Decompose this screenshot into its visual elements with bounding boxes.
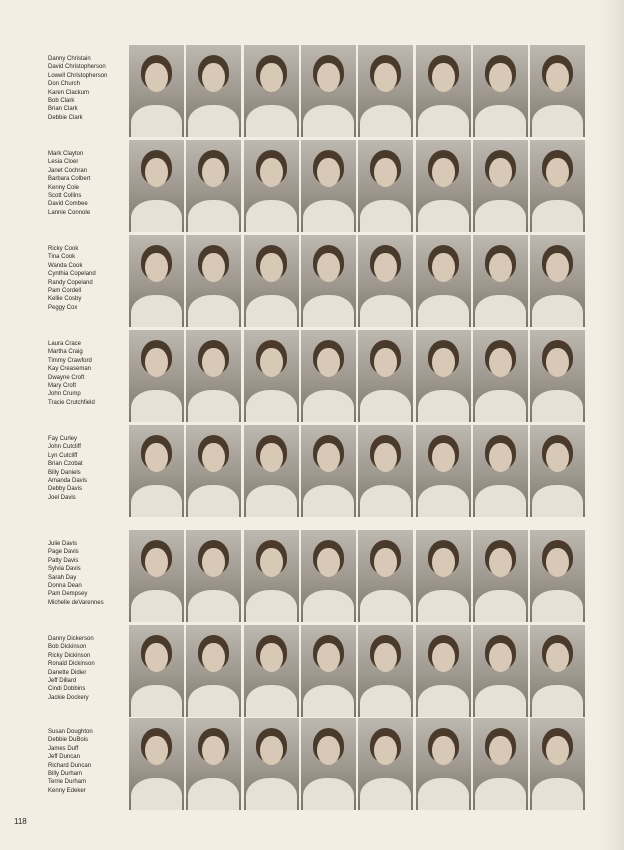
- name-list: [48, 635, 126, 702]
- student-name: Fay Curley: [48, 436, 78, 442]
- student-name: David Combee: [48, 201, 88, 208]
- name-list: [48, 55, 126, 122]
- student-portrait: [473, 330, 528, 422]
- student-portrait: [473, 45, 528, 137]
- portrait-face: [317, 253, 340, 282]
- portrait-face: [546, 643, 569, 672]
- student-name: Cynthia Copeland: [48, 271, 96, 278]
- portrait-body: [188, 295, 239, 327]
- student-portrait: [186, 530, 241, 622]
- student-portrait: [301, 45, 356, 137]
- portrait-body: [188, 200, 239, 232]
- portrait-face: [489, 158, 512, 187]
- student-name: Terrie Durham: [48, 779, 87, 786]
- portrait-body: [418, 105, 469, 137]
- portrait-face: [489, 348, 512, 377]
- student-portrait: [473, 530, 528, 622]
- student-portrait: [473, 625, 528, 717]
- photo-strip: [129, 235, 585, 327]
- portrait-body: [475, 685, 526, 717]
- portrait-face: [260, 548, 283, 577]
- portrait-face: [202, 736, 225, 765]
- student-name: Donna Dean: [48, 583, 82, 590]
- portrait-body: [303, 295, 354, 327]
- name-list: [48, 150, 126, 217]
- student-portrait: [301, 140, 356, 232]
- student-portrait: [129, 45, 184, 137]
- portrait-body: [532, 390, 583, 422]
- portrait-body: [532, 485, 583, 517]
- portrait-body: [360, 390, 411, 422]
- student-name: Julie Davis: [48, 541, 78, 547]
- portrait-face: [546, 348, 569, 377]
- student-name: Sylvia Davis: [48, 566, 81, 573]
- portrait-body: [418, 390, 469, 422]
- portrait-body: [475, 200, 526, 232]
- student-portrait: [186, 45, 241, 137]
- photo-strip: [129, 425, 585, 517]
- student-portrait: [416, 718, 471, 810]
- photo-strip: [129, 140, 585, 232]
- portrait-face: [489, 253, 512, 282]
- student-portrait: [416, 425, 471, 517]
- portrait-body: [246, 390, 297, 422]
- portrait-face: [260, 443, 283, 472]
- portrait-face: [202, 63, 225, 92]
- student-name: Debbie DuBois: [48, 737, 89, 744]
- portrait-body: [188, 105, 239, 137]
- photo-strip: [129, 45, 585, 137]
- portrait-body: [532, 685, 583, 717]
- page-number: 118: [14, 817, 27, 826]
- student-portrait: [301, 718, 356, 810]
- student-name: Danny Christain: [48, 56, 91, 62]
- portrait-face: [374, 348, 397, 377]
- student-name: Lannie Connole: [48, 209, 91, 216]
- portrait-body: [246, 200, 297, 232]
- portrait-face: [546, 443, 569, 472]
- student-portrait: [473, 425, 528, 517]
- portrait-body: [188, 485, 239, 517]
- portrait-body: [532, 778, 583, 810]
- student-portrait: [301, 330, 356, 422]
- student-name: Lesia Cloer: [48, 159, 79, 166]
- portrait-body: [303, 200, 354, 232]
- portrait-body: [475, 390, 526, 422]
- student-portrait: [301, 235, 356, 327]
- portrait-body: [303, 485, 354, 517]
- portrait-face: [260, 348, 283, 377]
- portrait-face: [317, 443, 340, 472]
- portrait-body: [418, 590, 469, 622]
- student-portrait: [244, 45, 299, 137]
- portrait-face: [145, 548, 168, 577]
- student-name: Lyn Cutcliff: [48, 452, 78, 459]
- portrait-body: [303, 685, 354, 717]
- student-portrait: [358, 425, 413, 517]
- student-portrait: [244, 235, 299, 327]
- student-name: Danny Dickerson: [48, 636, 94, 642]
- student-portrait: [473, 140, 528, 232]
- portrait-face: [546, 736, 569, 765]
- portrait-face: [145, 348, 168, 377]
- student-portrait: [186, 718, 241, 810]
- portrait-face: [489, 548, 512, 577]
- portrait-face: [432, 443, 455, 472]
- photo-strip: [129, 718, 585, 810]
- portrait-row: [0, 530, 624, 622]
- portrait-face: [374, 443, 397, 472]
- student-name: Barbara Colbert: [48, 176, 91, 183]
- student-portrait: [473, 235, 528, 327]
- student-portrait: [358, 235, 413, 327]
- portrait-face: [145, 443, 168, 472]
- portrait-body: [475, 295, 526, 327]
- student-name: Mary Croft: [48, 383, 77, 390]
- student-name: Kay Creaseman: [48, 366, 92, 373]
- student-portrait: [530, 45, 585, 137]
- student-name: John Cutcliff: [48, 444, 81, 451]
- photo-strip: [129, 530, 585, 622]
- name-list: [48, 540, 126, 607]
- student-portrait: [416, 530, 471, 622]
- portrait-face: [432, 643, 455, 672]
- portrait-face: [260, 158, 283, 187]
- student-portrait: [186, 425, 241, 517]
- portrait-face: [260, 643, 283, 672]
- name-list: [48, 728, 126, 795]
- portrait-face: [374, 253, 397, 282]
- student-name: Janet Cochran: [48, 167, 88, 174]
- portrait-face: [546, 548, 569, 577]
- student-portrait: [244, 425, 299, 517]
- student-portrait: [530, 235, 585, 327]
- portrait-face: [374, 548, 397, 577]
- portrait-face: [317, 548, 340, 577]
- portrait-body: [475, 590, 526, 622]
- student-name: Ronald Dickinson: [48, 661, 95, 668]
- student-portrait: [129, 425, 184, 517]
- student-portrait: [416, 625, 471, 717]
- student-name: Ricky Dickinson: [48, 652, 91, 659]
- student-portrait: [129, 330, 184, 422]
- student-portrait: [530, 330, 585, 422]
- student-name: Michelle deVarennes: [48, 599, 104, 606]
- student-name: David Christopherson: [48, 64, 106, 71]
- name-list: [48, 435, 126, 502]
- student-name: Karen Clackum: [48, 89, 90, 96]
- student-portrait: [416, 45, 471, 137]
- student-name: Kellie Cosby: [48, 296, 82, 303]
- student-name: Billy Daniels: [48, 469, 81, 476]
- portrait-face: [432, 158, 455, 187]
- portrait-row: [0, 140, 624, 232]
- portrait-face: [317, 736, 340, 765]
- student-name: Martha Craig: [48, 349, 83, 356]
- portrait-face: [145, 643, 168, 672]
- portrait-face: [145, 63, 168, 92]
- student-name: Peggy Cox: [48, 304, 78, 311]
- portrait-body: [131, 105, 182, 137]
- portrait-body: [246, 685, 297, 717]
- portrait-face: [260, 253, 283, 282]
- student-name: Cindi Dobbins: [48, 686, 86, 693]
- student-portrait: [129, 718, 184, 810]
- portrait-body: [475, 105, 526, 137]
- photo-strip: [129, 330, 585, 422]
- portrait-body: [360, 590, 411, 622]
- portrait-body: [246, 485, 297, 517]
- student-name: Pam Dempsey: [48, 591, 88, 598]
- portrait-body: [131, 390, 182, 422]
- student-name: Sarah Day: [48, 574, 77, 581]
- student-name: Tina Cook: [48, 254, 76, 261]
- student-name: Debby Davis: [48, 486, 83, 493]
- portrait-body: [303, 105, 354, 137]
- portrait-body: [532, 200, 583, 232]
- student-portrait: [129, 625, 184, 717]
- student-portrait: [301, 425, 356, 517]
- portrait-face: [432, 253, 455, 282]
- student-portrait: [358, 530, 413, 622]
- student-name: Billy Durham: [48, 771, 83, 778]
- student-name: Pam Cordell: [48, 288, 82, 295]
- student-name: Susan Doughton: [48, 729, 93, 735]
- student-name: Kenny Edeker: [48, 787, 86, 794]
- student-portrait: [186, 330, 241, 422]
- portrait-face: [489, 736, 512, 765]
- student-portrait: [416, 140, 471, 232]
- student-portrait: [186, 625, 241, 717]
- student-portrait: [129, 530, 184, 622]
- portrait-body: [418, 200, 469, 232]
- student-portrait: [244, 625, 299, 717]
- portrait-face: [260, 63, 283, 92]
- student-portrait: [416, 235, 471, 327]
- portrait-body: [188, 390, 239, 422]
- portrait-body: [418, 685, 469, 717]
- student-portrait: [186, 235, 241, 327]
- student-name: Jeff Duncan: [48, 754, 80, 761]
- portrait-body: [303, 590, 354, 622]
- portrait-face: [202, 348, 225, 377]
- portrait-body: [188, 685, 239, 717]
- portrait-row: [0, 330, 624, 422]
- student-name: Brian Clark: [48, 106, 78, 113]
- student-name: John Crump: [48, 391, 81, 398]
- portrait-face: [317, 643, 340, 672]
- portrait-body: [246, 778, 297, 810]
- student-portrait: [358, 140, 413, 232]
- portrait-face: [317, 158, 340, 187]
- portrait-body: [532, 105, 583, 137]
- portrait-face: [374, 158, 397, 187]
- portrait-body: [360, 778, 411, 810]
- portrait-face: [374, 643, 397, 672]
- portrait-body: [475, 485, 526, 517]
- portrait-row: [0, 45, 624, 137]
- portrait-face: [260, 736, 283, 765]
- student-name: Mark Clayton: [48, 151, 84, 157]
- portrait-row: [0, 235, 624, 327]
- portrait-body: [418, 485, 469, 517]
- portrait-body: [246, 295, 297, 327]
- student-portrait: [358, 718, 413, 810]
- portrait-body: [418, 295, 469, 327]
- student-name: Dwayne Croft: [48, 374, 85, 381]
- student-portrait: [186, 140, 241, 232]
- student-portrait: [530, 625, 585, 717]
- portrait-face: [546, 158, 569, 187]
- portrait-face: [432, 63, 455, 92]
- student-name: Danette Didier: [48, 669, 87, 676]
- portrait-body: [360, 685, 411, 717]
- student-portrait: [530, 140, 585, 232]
- student-name: Bob Clark: [48, 98, 75, 105]
- portrait-row: [0, 718, 624, 810]
- name-list: [48, 245, 126, 312]
- portrait-body: [360, 200, 411, 232]
- student-name: Ricky Cook: [48, 246, 79, 252]
- student-name: Jeff Dillard: [48, 678, 77, 685]
- student-name: Timmy Crawford: [48, 357, 92, 364]
- portrait-face: [202, 253, 225, 282]
- portrait-body: [246, 105, 297, 137]
- student-name: Wanda Cook: [48, 262, 83, 269]
- student-portrait: [244, 140, 299, 232]
- portrait-body: [131, 485, 182, 517]
- portrait-face: [202, 643, 225, 672]
- student-portrait: [358, 330, 413, 422]
- student-name: Brian Czobat: [48, 461, 83, 468]
- portrait-face: [489, 643, 512, 672]
- student-portrait: [244, 718, 299, 810]
- student-portrait: [129, 235, 184, 327]
- portrait-body: [360, 295, 411, 327]
- portrait-face: [145, 158, 168, 187]
- portrait-body: [360, 485, 411, 517]
- portrait-body: [475, 778, 526, 810]
- portrait-face: [317, 348, 340, 377]
- portrait-face: [202, 158, 225, 187]
- portrait-body: [360, 105, 411, 137]
- portrait-face: [546, 63, 569, 92]
- portrait-body: [418, 778, 469, 810]
- student-portrait: [530, 425, 585, 517]
- portrait-face: [432, 348, 455, 377]
- student-name: Amanda Davis: [48, 478, 88, 485]
- portrait-body: [303, 778, 354, 810]
- student-name: Lowell Christopherson: [48, 72, 108, 79]
- portrait-face: [374, 63, 397, 92]
- student-portrait: [358, 45, 413, 137]
- portrait-row: [0, 625, 624, 717]
- portrait-body: [131, 590, 182, 622]
- portrait-face: [202, 548, 225, 577]
- student-name: Jackie Dockery: [48, 694, 89, 701]
- student-name: Don Church: [48, 81, 81, 88]
- photo-strip: [129, 625, 585, 717]
- portrait-body: [131, 778, 182, 810]
- portrait-body: [131, 295, 182, 327]
- student-name: Randy Copeland: [48, 279, 93, 286]
- portrait-face: [489, 63, 512, 92]
- portrait-body: [188, 590, 239, 622]
- student-portrait: [530, 530, 585, 622]
- student-name: Scott Collins: [48, 193, 82, 200]
- student-portrait: [301, 625, 356, 717]
- portrait-face: [546, 253, 569, 282]
- portrait-body: [188, 778, 239, 810]
- student-name: Tracie Crutchfield: [48, 399, 95, 406]
- student-portrait: [301, 530, 356, 622]
- portrait-body: [303, 390, 354, 422]
- name-list: [48, 340, 126, 407]
- portrait-face: [145, 253, 168, 282]
- portrait-face: [145, 736, 168, 765]
- portrait-face: [374, 736, 397, 765]
- student-name: Page Davis: [48, 549, 79, 556]
- portrait-body: [532, 590, 583, 622]
- portrait-row: [0, 425, 624, 517]
- student-portrait: [358, 625, 413, 717]
- student-name: Debbie Clark: [48, 114, 83, 121]
- portrait-body: [532, 295, 583, 327]
- student-portrait: [244, 530, 299, 622]
- student-portrait: [129, 140, 184, 232]
- student-name: Joel Davis: [48, 494, 76, 501]
- portrait-body: [131, 685, 182, 717]
- student-name: Patty Davis: [48, 557, 79, 564]
- portrait-face: [202, 443, 225, 472]
- portrait-face: [317, 63, 340, 92]
- portrait-face: [489, 443, 512, 472]
- student-portrait: [244, 330, 299, 422]
- portrait-face: [432, 736, 455, 765]
- portrait-body: [131, 200, 182, 232]
- student-name: Bob Dickinson: [48, 644, 87, 651]
- student-portrait: [530, 718, 585, 810]
- student-name: Richard Duncan: [48, 762, 92, 769]
- student-portrait: [473, 718, 528, 810]
- student-name: Kenny Cole: [48, 184, 80, 191]
- student-name: James Duff: [48, 745, 79, 752]
- portrait-body: [246, 590, 297, 622]
- portrait-face: [432, 548, 455, 577]
- student-portrait: [416, 330, 471, 422]
- student-name: Laura Crace: [48, 341, 82, 347]
